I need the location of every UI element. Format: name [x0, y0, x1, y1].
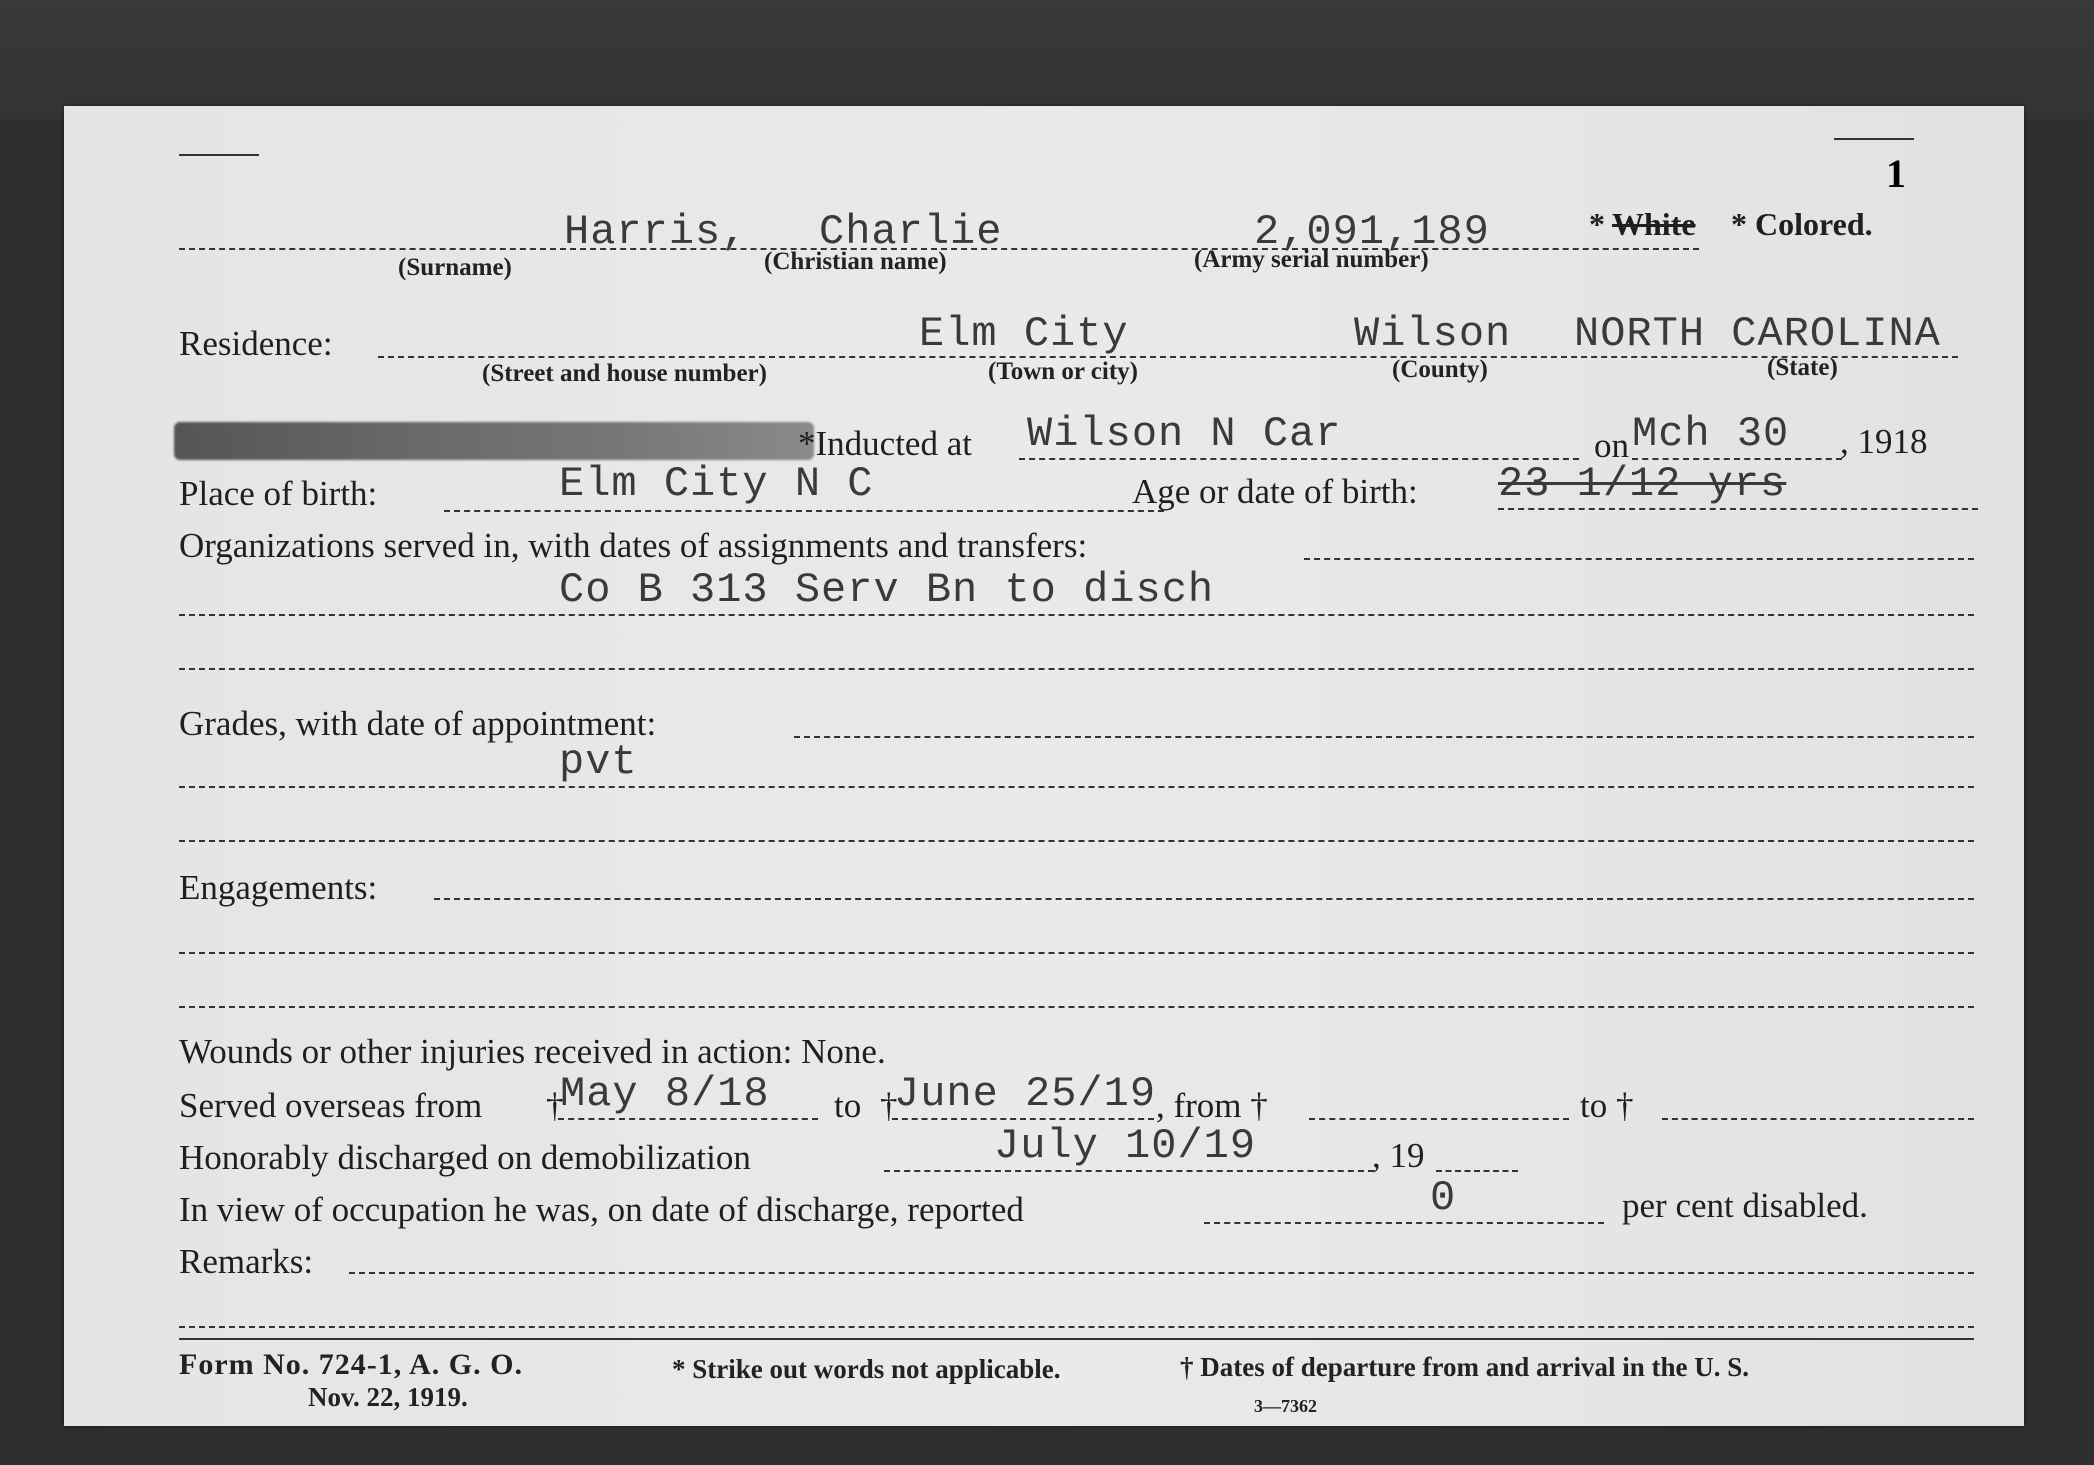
place-of-birth-line — [444, 510, 1164, 512]
grades-line-3 — [179, 840, 1974, 842]
caption-christian-name: (Christian name) — [764, 248, 947, 275]
overseas-to-line — [892, 1118, 1154, 1120]
residence-label: Residence: — [179, 324, 333, 363]
organizations-value: Co B 313 Serv Bn to disch — [559, 566, 1215, 614]
scan-background — [0, 0, 2094, 120]
caption-serial-number: (Army serial number) — [1194, 246, 1429, 273]
overseas-label: Served overseas from — [179, 1086, 483, 1125]
residence-state-value: NORTH CAROLINA — [1574, 310, 1941, 358]
caption-state: (State) — [1767, 354, 1838, 381]
overseas-from-line — [558, 1118, 818, 1120]
inducted-at-line — [1019, 458, 1579, 460]
overseas-from-label-2: , from † — [1156, 1086, 1268, 1125]
caption-surname: (Surname) — [398, 254, 512, 281]
organizations-line-2 — [179, 614, 1974, 616]
card-number: 1 — [1886, 151, 1906, 196]
serial-number-value: 2,091,189 — [1254, 208, 1490, 256]
overseas-to-value: June 25/19 — [894, 1070, 1157, 1118]
race-white: White — [1612, 206, 1696, 242]
race-colored: * Colored. — [1731, 206, 1873, 242]
place-of-birth-value: Elm City N C — [559, 460, 874, 508]
corner-rule-right — [1834, 138, 1914, 140]
inducted-on-label: on — [1594, 426, 1629, 465]
disability-label: In view of occupation he was, on date of discharge, reported — [179, 1190, 1024, 1229]
overseas-to-label-2: to † — [1580, 1086, 1634, 1125]
race-star: * — [1589, 206, 1605, 242]
discharge-date-value: July 10/19 — [994, 1122, 1257, 1170]
organizations-line-3 — [179, 668, 1974, 670]
age-label: Age or date of birth: — [1132, 472, 1418, 511]
strike-note: * Strike out words not applicable. — [672, 1354, 1061, 1384]
place-of-birth-label: Place of birth: — [179, 474, 378, 513]
grades-value: pvt — [559, 738, 638, 786]
overseas-from-value: May 8/18 — [560, 1070, 770, 1118]
disability-suffix: per cent disabled. — [1622, 1186, 1868, 1225]
remarks-line-1 — [349, 1272, 1974, 1274]
discharge-year-line — [1436, 1170, 1518, 1172]
inducted-date-value: Mch 30 — [1632, 410, 1790, 458]
dagger-note: † Dates of departure from and arrival in the U. S. — [1180, 1352, 1749, 1382]
corner-rule-left — [179, 154, 259, 156]
remarks-line-2 — [179, 1326, 1974, 1328]
caption-street: (Street and house number) — [482, 360, 767, 387]
disability-value: 0 — [1430, 1174, 1457, 1222]
organizations-line-1 — [1304, 558, 1974, 560]
discharge-line — [884, 1170, 1374, 1172]
christian-name-value: Charlie — [819, 208, 1003, 256]
form-number: Form No. 724-1, A. G. O. — [179, 1348, 523, 1381]
overseas-dagger-1: † — [546, 1086, 564, 1125]
grades-label: Grades, with date of appointment: — [179, 704, 657, 743]
wounds-label: Wounds or other injuries received in action: None. — [179, 1032, 886, 1071]
print-code: 3—7362 — [1254, 1396, 1317, 1416]
inducted-at-label: *Inducted at — [798, 424, 972, 463]
grades-line-2 — [179, 786, 1974, 788]
disability-line — [1204, 1222, 1604, 1224]
engagements-line-1 — [434, 898, 1974, 900]
form-date: Nov. 22, 1919. — [308, 1382, 468, 1412]
organizations-label: Organizations served in, with dates of assignments and transfers: — [179, 526, 1088, 565]
discharge-label: Honorably discharged on demobilization — [179, 1138, 751, 1177]
caption-county: (County) — [1392, 356, 1488, 383]
redaction-smudge — [174, 422, 814, 460]
age-line — [1498, 508, 1978, 510]
service-record-card — [64, 106, 2024, 1426]
age-value: 23 1/12 yrs — [1498, 460, 1787, 508]
footer-rule — [179, 1338, 1974, 1340]
surname-value: Harris, — [564, 208, 748, 256]
engagements-label: Engagements: — [179, 868, 378, 907]
inducted-year: , 1918 — [1840, 422, 1928, 461]
engagements-line-3 — [179, 1006, 1974, 1008]
inducted-at-value: Wilson N Car — [1027, 410, 1342, 458]
grades-line-1 — [794, 736, 1974, 738]
caption-town: (Town or city) — [988, 358, 1138, 385]
discharge-year-label: , 19 — [1372, 1136, 1425, 1175]
overseas-from-line-2 — [1309, 1118, 1569, 1120]
overseas-to-line-2 — [1662, 1118, 1974, 1120]
residence-county-value: Wilson — [1354, 310, 1512, 358]
remarks-label: Remarks: — [179, 1242, 314, 1281]
overseas-dagger-2: † — [880, 1086, 898, 1125]
residence-town-value: Elm City — [919, 310, 1129, 358]
overseas-to-label: to — [834, 1086, 862, 1125]
engagements-line-2 — [179, 952, 1974, 954]
